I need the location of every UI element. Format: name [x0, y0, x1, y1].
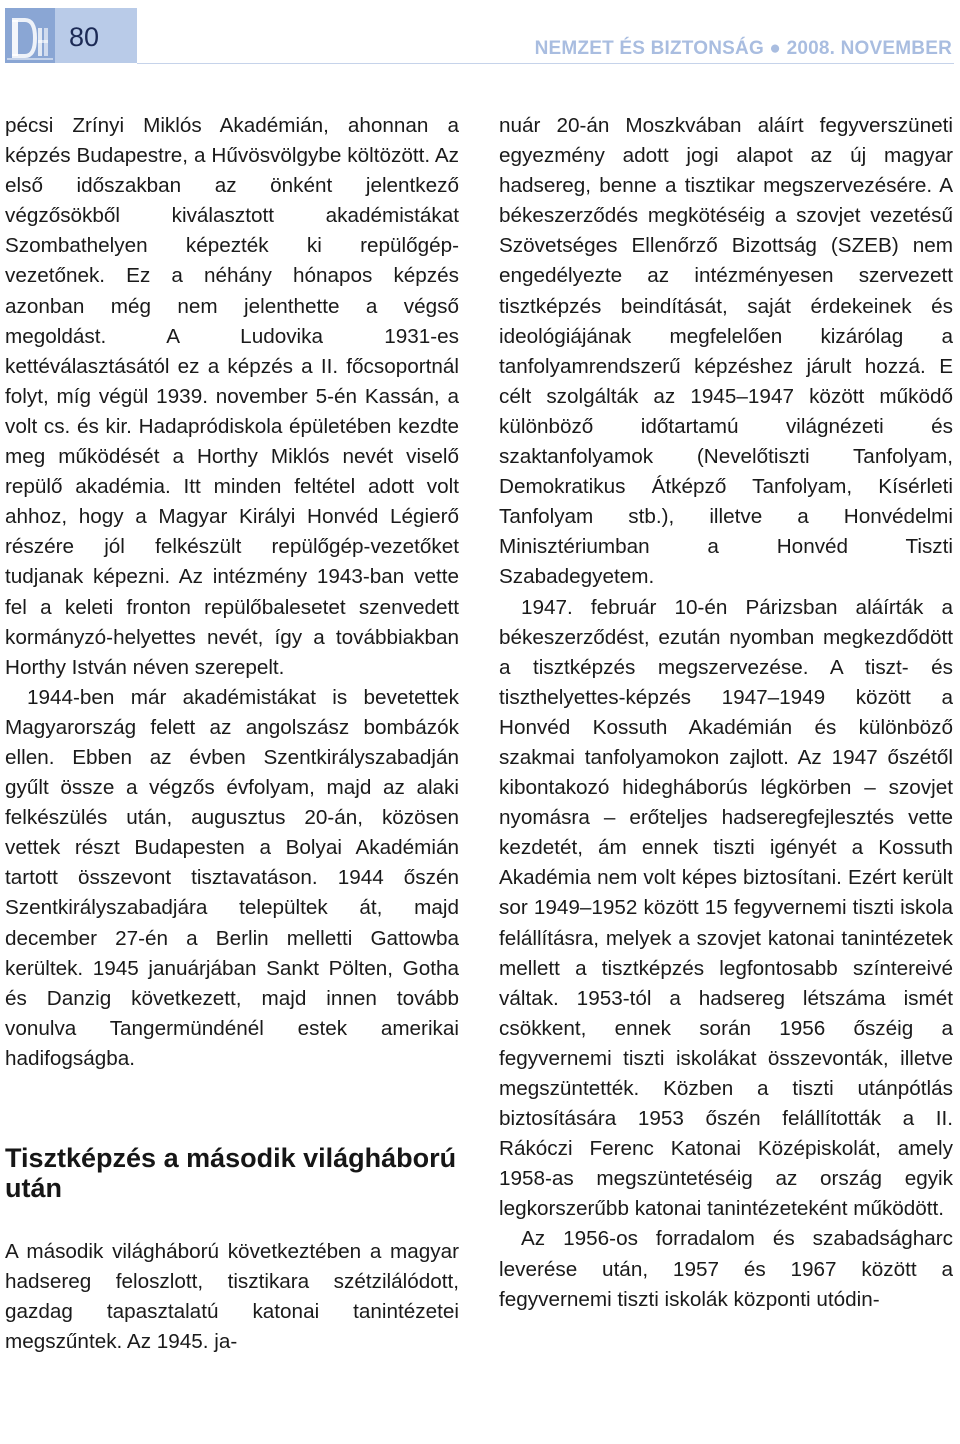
paragraph: nuár 20-án Moszkvában aláírt fegyverszüneti egyezmény adott jogi alapot az új magyar hadsereg, benne a tisztikar megszervezésére. A békeszerződés megkötéséig a szovjet vezetésű Szövetséges Ellenőrző Bizottság (SZEB) nem engedélyezte az intézményesen szervezett tisztképzés beindítását, saját érdekeinek és ideológiájának megfelelően kizárólag a tanfolyamrendszerű képzéshez járult hozzá. E célt szolgálták az 1945–1947 között működő különböző időtartamú világnézeti és szaktanfolyamok (Nevelőtiszti Tanfolyam, Demokratikus Átképző Tanfolyam, Kísérleti Tanfolyam stb.), illetve a Honvédelmi Minisztériumban a Honvéd Tiszti Szabadegyetem. — [499, 114, 953, 589]
right-column — [499, 111, 953, 1315]
paragraph: 1947. február 10-én Párizsban aláírták a békeszerződést, ezután nyomban megkezdődött a tisztképzés megszervezése. A tiszt- és tiszthelyettes-képzés 1947–1949 között a Honvéd Kossuth Akadémián és különböző szakmai tanfolyamokon zajlott. Az 1947 őszétől kibontakozó hidegháborús légkörben – szovjet nyomásra – erőteljes hadseregfejlesztés vette kezdetét, ám ennek tiszti igényét a Kossuth Akadémia nem volt képes biztosítani. Ezért került sor 1949–1952 között 15 fegyvernemi tiszti iskola felállításra, melyek a szovjet katonai tanintézetek mellett a tisztképzés legfontosabb színtereivé váltak. 1953-tól a hadsereg létszáma ismét csökkent, ennek során 1956 őszéig a fegyvernemi tiszti iskolákat összevonták, illetve megszüntették. Közben a tiszti utánpótlás biztosítására 1953 őszén felállították a II. Rákóczi Ferenc Katonai Középiskolát, amely 1958-as megszüntetéséig az ország egyik legkorszerűbb katonai tanintézeteként működött. — [499, 595, 953, 1221]
page-number-box — [55, 8, 137, 63]
page-header — [0, 0, 960, 66]
paragraph: A második világháború következtében a magyar hadsereg feloszlott, tisztikara szétzilálódott, gazdag tapasztalatú katonai tanintézetei megszűntek. Az 1945. ja- — [5, 1240, 459, 1354]
left-column — [5, 111, 459, 1357]
header-rule — [137, 63, 954, 64]
page-number: 80 — [69, 22, 100, 52]
paragraph: Az 1956-os forradalom és szabadságharc leverése után, 1957 és 1967 között a fegyvernemi tiszti iskolák központi utódin- — [499, 1227, 953, 1311]
paragraph: pécsi Zrínyi Miklós Akadémián, ahonnan a képzés Budapestre, a Hűvösvölgybe költözött. Az első időszakban az önként jelentkező végzősökből kiválasztott akadémistákat Szombathelyen képezték ki repülőgép-vezetőnek. Ez a néhány hónapos képzés azonban még nem jelenthette a végső megoldást. A Ludovika 1931-es kettéválasztásától ez a képzés a II. főcsoportnál folyt, míg végül 1939. november 5-én Kassán, a volt cs. és kir. Hadapródiskola épületében kezdte meg működését a Horthy Miklós nevét viselő repülő akadémia. Itt minden feltétel adott volt ahhoz, hogy a Magyar Királyi Honvéd Légierő részére jól felkészült repülőgép-vezetőket tudjanak képezni. Az intézmény 1943-ban vette fel a keleti fronton repülőbalesetet szenvedett kormányzó-helyettes nevét, így a továbbiakban Horthy István néven szerepelt. — [5, 114, 459, 679]
section-heading: Tisztképzés a második világháború után — [5, 1143, 457, 1203]
paragraph: 1944-ben már akadémistákat is bevetettek Magyarország felett az angolszász bombázók ellen. Ebben az évben Szentkirályszabadján gyűlt össze a végzős évfolyam, majd az alaki felkészülés után, augusztus 20-án, közösen vettek részt Budapesten a Bolyai Akadémián tartott összevont tisztavatáson. 1944 őszén Szentkirályszabadjára települtek át, majd december 27-én a Berlin melletti Gattowba kerültek. 1945 januárjában Sankt Pölten, Gotha és Danzig következett, majd innen tovább vonulva Tangermündénél estek amerikai hadifogságba. — [5, 685, 459, 1070]
journal-logo-icon — [5, 8, 55, 63]
running-header-title: NEMZET ÉS BIZTONSÁG ● 2008. NOVEMBER — [534, 38, 952, 59]
